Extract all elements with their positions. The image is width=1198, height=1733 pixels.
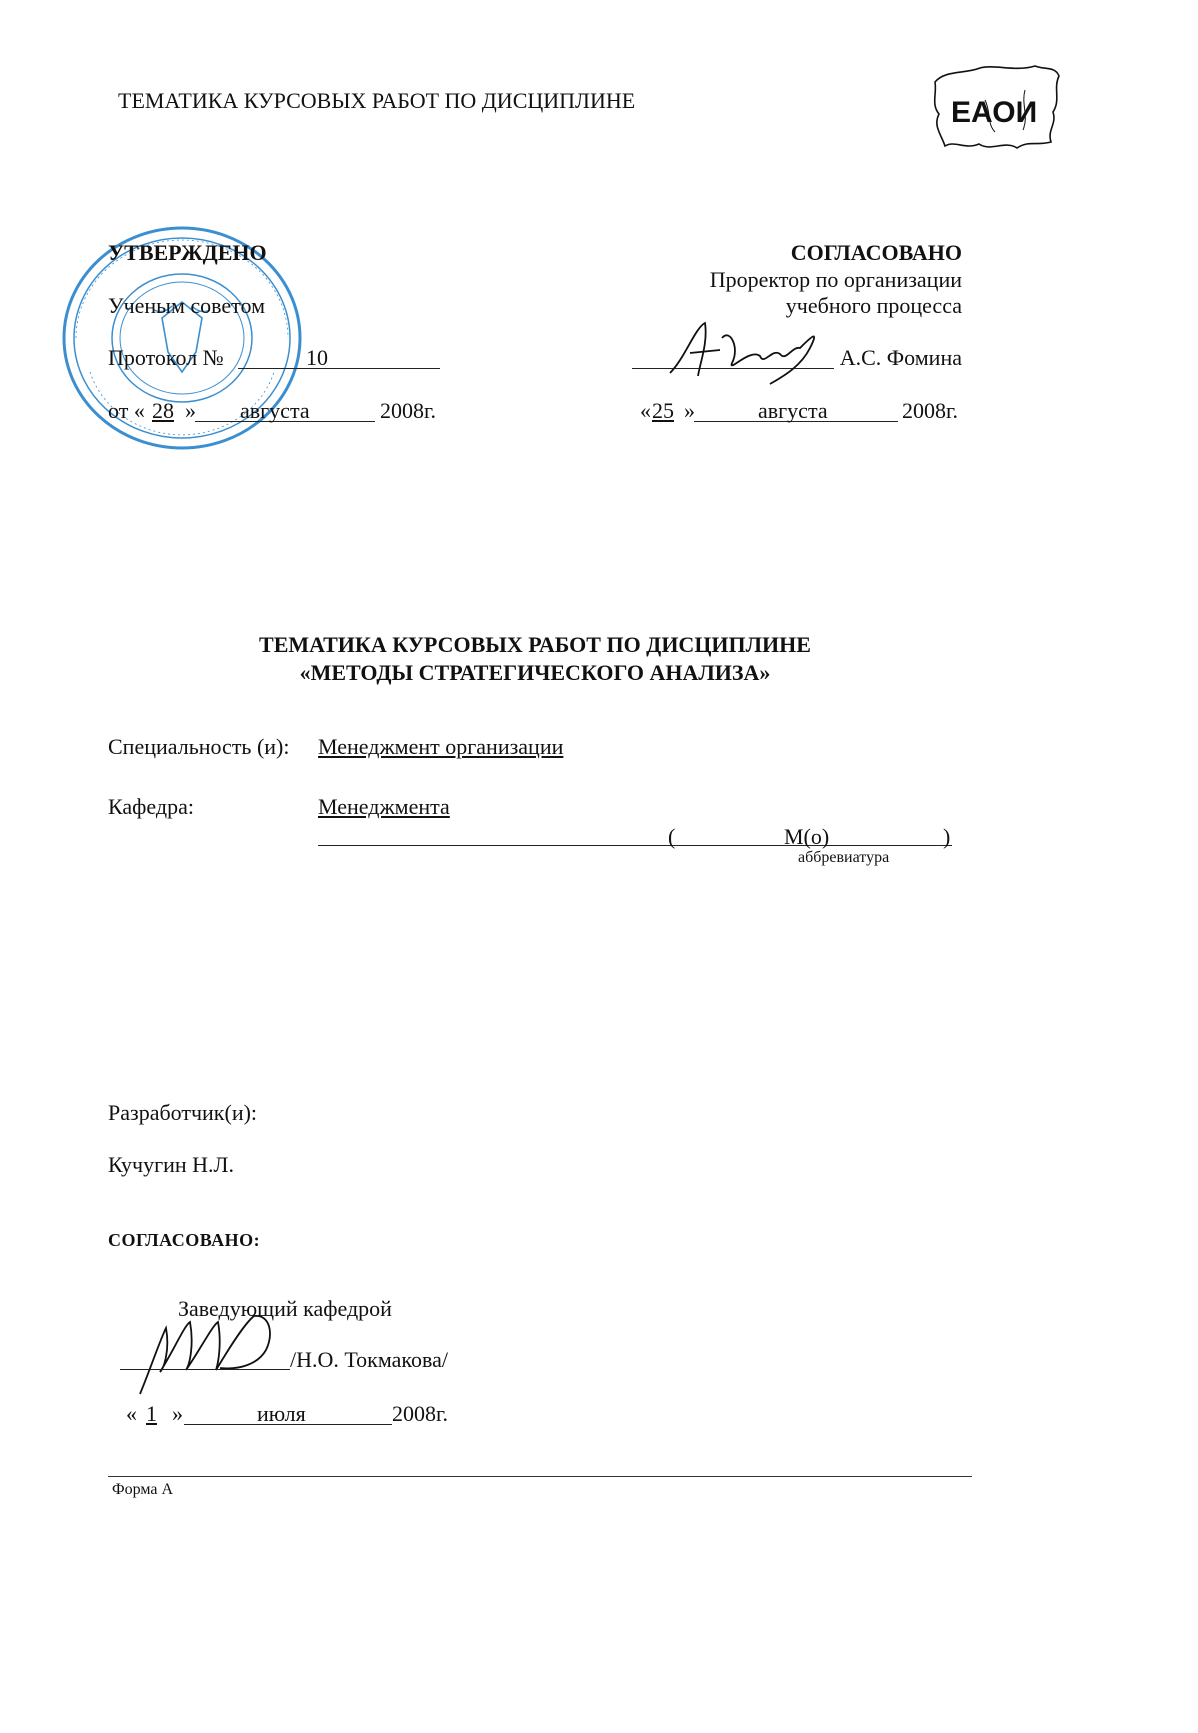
approved-date-year: 2008г. [380,398,437,423]
approved-date-mid: » [185,398,196,423]
svg-text:ЕАОИ: ЕАОИ [951,96,1038,129]
specialty-label: Специальность (и): [108,734,290,759]
head-date-prefix: « [126,1401,137,1426]
specialty-value: Менеджмент организации [318,734,564,759]
abbr-caption: аббревиатура [798,849,890,866]
header-text: ТЕМАТИКА КУРСОВЫХ РАБОТ ПО ДИСЦИПЛИНЕ [118,88,636,113]
agreed-date-mid: » [684,398,695,423]
head-date-day: 1 [146,1401,157,1426]
protocol-underline [238,368,440,369]
approved-date-prefix: от « [108,398,145,423]
agreed-title: СОГЛАСОВАНО [790,240,962,265]
approved-date-day: 28 [152,398,174,423]
abbr-close-paren: ) [943,824,951,849]
agreed-position-line1: Проректор по организации [709,267,962,292]
protocol-number: 10 [306,345,328,370]
agreed-position-line2: учебного процесса [785,293,962,318]
agreed-name: А.С. Фомина [839,345,962,370]
head-name: /Н.О. Токмакова/ [290,1347,448,1372]
main-title-line1: ТЕМАТИКА КУРСОВЫХ РАБОТ ПО ДИСЦИПЛИНЕ [259,632,811,657]
head-signature [120,1310,290,1400]
main-title-line2: «МЕТОДЫ СТРАТЕГИЧЕСКОГО АНАЛИЗА» [299,660,771,685]
eaoi-logo [925,60,1065,160]
head-date-month: июля [257,1401,306,1426]
abbr-open-paren: ( [668,824,676,849]
agreed-date-prefix: « [640,398,651,423]
agreed-date-year: 2008г. [902,398,959,423]
approved-date-month: августа [240,398,310,423]
developer-name: Кучугин Н.Л. [108,1152,234,1177]
agreed-bottom-title: СОГЛАСОВАНО: [108,1230,261,1250]
approved-title: УТВЕРЖДЕНО [108,240,267,265]
footer-form: Форма А [112,1481,174,1498]
protocol-label: Протокол № [108,345,224,370]
footer-rule [108,1476,972,1477]
department-head-position: Заведующий кафедрой [178,1296,392,1321]
developer-label: Разработчик(и): [108,1100,258,1125]
department-abbr-line [318,845,952,846]
department-label: Кафедра: [108,794,194,819]
approved-by: Ученым советом [108,293,265,318]
head-date-mid: » [172,1401,183,1426]
abbr-value: М(о) [784,824,830,849]
head-date-year: 2008г. [392,1401,449,1426]
head-signature-line [120,1369,290,1370]
agreed-date-month: августа [758,398,828,423]
department-value: Менеджмента [318,794,450,819]
agreed-signature [660,318,830,388]
agreed-date-day: 25 [652,398,674,423]
